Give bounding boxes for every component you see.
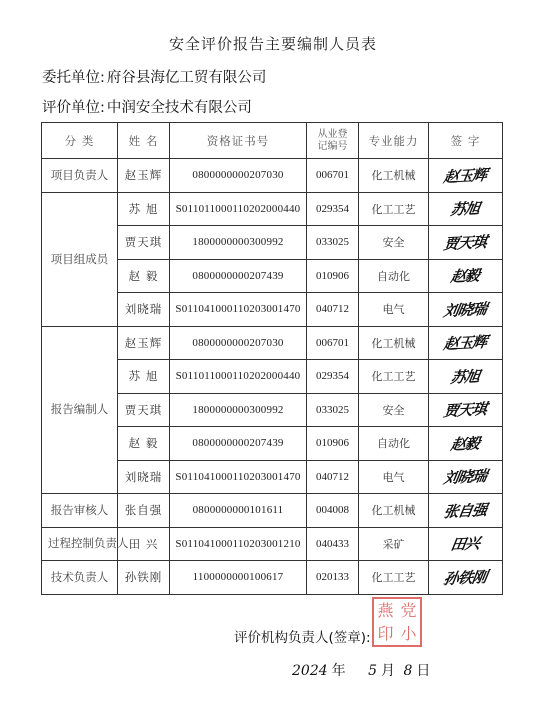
signature-cell	[429, 226, 503, 260]
responsible-signature-line: 评价机构负责人(签章):	[234, 630, 371, 646]
stamp-char: 印	[377, 623, 394, 643]
client-label: 委托单位:	[42, 70, 105, 86]
certificate-cell: S011011000110202000440	[170, 192, 307, 226]
specialty-cell: 安全	[359, 393, 429, 427]
registration-cell: 033025	[307, 226, 359, 260]
handwritten-signature: 张自强	[442, 500, 489, 521]
header-specialty: 专业能力	[359, 123, 429, 159]
registration-cell: 010906	[307, 259, 359, 293]
signature-cell	[429, 494, 503, 528]
signature-cell	[429, 460, 503, 494]
staff-table	[41, 122, 503, 595]
specialty-cell: 采矿	[359, 527, 429, 561]
registration-cell: 033025	[307, 393, 359, 427]
certificate-cell: S011041000110203001210	[170, 527, 307, 561]
signature-cell	[429, 427, 503, 461]
specialty-cell: 化工工艺	[359, 561, 429, 595]
handwritten-signature: 刘晓瑞	[442, 467, 489, 488]
registration-cell: 040433	[307, 527, 359, 561]
header-certificate: 资格证书号	[170, 123, 307, 159]
signature-cell	[429, 561, 503, 595]
category-cell: 项目组成员	[42, 192, 118, 326]
table-header-row	[42, 123, 503, 159]
signing-date	[288, 660, 430, 680]
signature-cell	[429, 326, 503, 360]
certificate-cell: S011041000110203001470	[170, 293, 307, 327]
name-cell: 张自强	[118, 494, 170, 528]
category-cell: 报告审核人	[42, 494, 118, 528]
handwritten-signature: 赵毅	[449, 434, 481, 454]
date-day: 8	[403, 663, 413, 679]
specialty-cell: 化工工艺	[359, 192, 429, 226]
name-cell: 贾天琪	[118, 393, 170, 427]
date-month: 5	[368, 663, 378, 679]
name-cell: 孙铁刚	[118, 561, 170, 595]
category-cell: 技术负责人	[42, 561, 118, 595]
stamp-char: 党	[400, 600, 417, 620]
table-row	[42, 561, 503, 595]
handwritten-signature: 赵毅	[449, 266, 481, 286]
registration-cell: 006701	[307, 326, 359, 360]
page-title: 安全评价报告主要编制人员表	[168, 35, 377, 53]
specialty-cell: 自动化	[359, 259, 429, 293]
specialty-cell: 自动化	[359, 427, 429, 461]
category-cell: 报告编制人	[42, 326, 118, 494]
seal-stamp	[372, 597, 422, 647]
name-cell: 田 兴	[118, 527, 170, 561]
name-cell: 苏 旭	[118, 360, 170, 394]
specialty-cell: 安全	[359, 226, 429, 260]
name-cell: 赵玉辉	[118, 326, 170, 360]
handwritten-signature: 赵玉辉	[442, 165, 489, 186]
table-row	[42, 192, 503, 226]
registration-cell: 020133	[307, 561, 359, 595]
registration-cell: 040712	[307, 460, 359, 494]
certificate-cell: S011011000110202000440	[170, 360, 307, 394]
header-signature: 签 字	[429, 123, 503, 159]
certificate-cell: S011041000110203001470	[170, 460, 307, 494]
client-value: 府谷县海亿工贸有限公司	[106, 70, 267, 86]
signature-cell	[429, 159, 503, 193]
evaluator-label: 评价单位:	[42, 100, 105, 116]
header-registration	[307, 123, 359, 159]
handwritten-signature: 贾天琪	[442, 232, 489, 253]
handwritten-signature: 孙铁刚	[442, 567, 489, 588]
certificate-cell: 0800000000101611	[170, 494, 307, 528]
table-row	[42, 326, 503, 360]
certificate-cell: 1800000000300992	[170, 393, 307, 427]
handwritten-signature: 苏旭	[449, 367, 481, 387]
certificate-cell: 0800000000207439	[170, 259, 307, 293]
date-year-unit: 年	[331, 663, 346, 679]
certificate-cell: 0800000000207030	[170, 326, 307, 360]
signature-cell	[429, 293, 503, 327]
registration-cell: 006701	[307, 159, 359, 193]
signature-cell	[429, 360, 503, 394]
certificate-cell: 1800000000300992	[170, 226, 307, 260]
date-month-unit: 月	[381, 663, 396, 679]
specialty-cell: 化工工艺	[359, 360, 429, 394]
evaluator-value: 中润安全技术有限公司	[106, 100, 252, 116]
certificate-cell: 0800000000207030	[170, 159, 307, 193]
date-year: 2024	[292, 663, 328, 679]
specialty-cell: 化工机械	[359, 326, 429, 360]
name-cell: 刘晓瑞	[118, 460, 170, 494]
registration-cell: 004008	[307, 494, 359, 528]
handwritten-signature: 田兴	[449, 534, 481, 554]
table-row	[42, 159, 503, 193]
specialty-cell: 电气	[359, 460, 429, 494]
registration-cell: 040712	[307, 293, 359, 327]
specialty-cell: 化工机械	[359, 159, 429, 193]
name-cell: 贾天琪	[118, 226, 170, 260]
client-line	[42, 66, 266, 87]
signature-cell	[429, 259, 503, 293]
category-cell: 过程控制负责人	[42, 527, 118, 561]
handwritten-signature: 刘晓瑞	[442, 299, 489, 320]
name-cell: 赵 毅	[118, 259, 170, 293]
header-registration-text: 从业登记编号	[317, 128, 348, 152]
handwritten-signature: 苏旭	[449, 199, 481, 219]
name-cell: 刘晓瑞	[118, 293, 170, 327]
certificate-cell: 1100000000100617	[170, 561, 307, 595]
date-day-unit: 日	[416, 663, 431, 679]
table-row	[42, 527, 503, 561]
signature-cell	[429, 393, 503, 427]
name-cell: 赵玉辉	[118, 159, 170, 193]
handwritten-signature: 贾天琪	[442, 400, 489, 421]
registration-cell: 029354	[307, 360, 359, 394]
category-cell: 项目负责人	[42, 159, 118, 193]
specialty-cell: 电气	[359, 293, 429, 327]
handwritten-signature: 赵玉辉	[442, 333, 489, 354]
signature-cell	[429, 527, 503, 561]
signature-cell	[429, 192, 503, 226]
header-name: 姓 名	[118, 123, 170, 159]
name-cell: 赵 毅	[118, 427, 170, 461]
stamp-char: 小	[400, 623, 417, 643]
certificate-cell: 0800000000207439	[170, 427, 307, 461]
evaluator-line	[42, 96, 252, 117]
table-body	[42, 159, 503, 595]
stamp-char: 燕	[377, 600, 394, 620]
header-category: 分 类	[42, 123, 118, 159]
registration-cell: 010906	[307, 427, 359, 461]
table-row	[42, 494, 503, 528]
registration-cell: 029354	[307, 192, 359, 226]
specialty-cell: 化工机械	[359, 494, 429, 528]
name-cell: 苏 旭	[118, 192, 170, 226]
